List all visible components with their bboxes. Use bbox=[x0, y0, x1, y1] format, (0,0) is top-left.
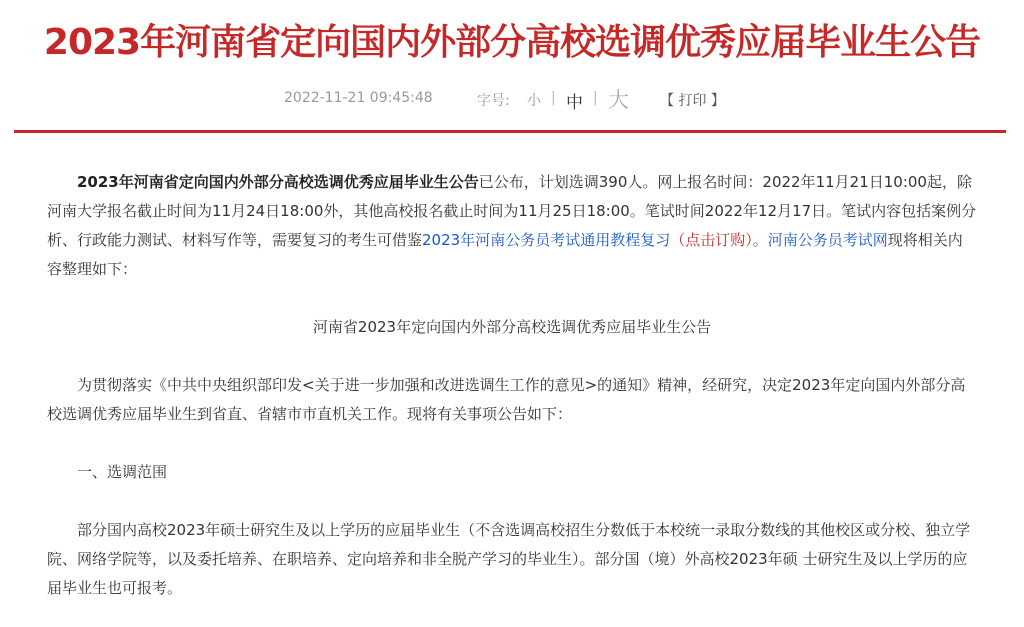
announcement-subtitle: 河南省2023年定向国内外部分高校选调优秀应届毕业生公告 bbox=[312, 318, 712, 336]
intro-text: 现将相关内容整理如下： bbox=[47, 231, 963, 278]
intro-text: 已公布，计划选调390人。网上报名时间：2022年11月21日10:00起，除河南大学报名截止时间为11月24日18:00外，其他高校报名截止时间为11月25日18:00。笔试时间2022年12月17日。笔试内容包括案例分析、行政能力测试、材料写作等，需要复习的考生可借鉴 bbox=[47, 173, 977, 249]
intro-text: 。 bbox=[752, 231, 768, 249]
intro-paragraph bbox=[47, 168, 977, 284]
publish-date: 2022-11-21 09:45:48 bbox=[284, 90, 433, 106]
article-title: 2023年河南省定向国内外部分高校选调优秀应届毕业生公告 bbox=[43, 22, 981, 63]
font-size-label: 字号: bbox=[477, 93, 510, 109]
policy-paragraph: 为贯彻落实《中共中央组织部印发<关于进一步加强和改进选调生工作的意见>的通知》精神，经研究，决定2023年定向国内外部分高校选调优秀应届毕业生到省直、省辖市市直机关工作。现将有关事项公告如下： bbox=[47, 376, 966, 423]
intro-bold-title: 2023年河南省定向国内外部分高校选调优秀应届毕业生公告 bbox=[77, 173, 479, 191]
exam-site-link[interactable]: 河南公务员考试网 bbox=[767, 231, 888, 249]
section-heading: 一、选调范围 bbox=[77, 463, 168, 481]
print-button[interactable]: 【 打印 】 bbox=[660, 93, 725, 109]
title-divider bbox=[14, 130, 1006, 133]
font-small-button[interactable]: 小 bbox=[527, 93, 541, 109]
font-medium-button[interactable]: 中 bbox=[566, 93, 583, 113]
order-link[interactable]: （点击订购） bbox=[670, 231, 753, 249]
scope-paragraph: 部分国内高校2023年硕士研究生及以上学历的应届毕业生（不含选调高校招生分数低于本校统一录取分数线的其他校区或分校、独立学院、网络学院等，以及委托培养、在职培养、定向培养和非全脱产学习的毕业生）。部分国（境）外高校2023年硕 士研究生及以上学历的应届毕业生也可报考。 bbox=[47, 521, 971, 597]
article-body bbox=[47, 168, 977, 603]
font-large-button[interactable]: 大 bbox=[608, 88, 629, 112]
separator: | bbox=[551, 90, 556, 106]
textbook-link[interactable]: 2023年河南公务员考试通用教程复习 bbox=[422, 231, 671, 249]
separator: | bbox=[593, 90, 598, 106]
